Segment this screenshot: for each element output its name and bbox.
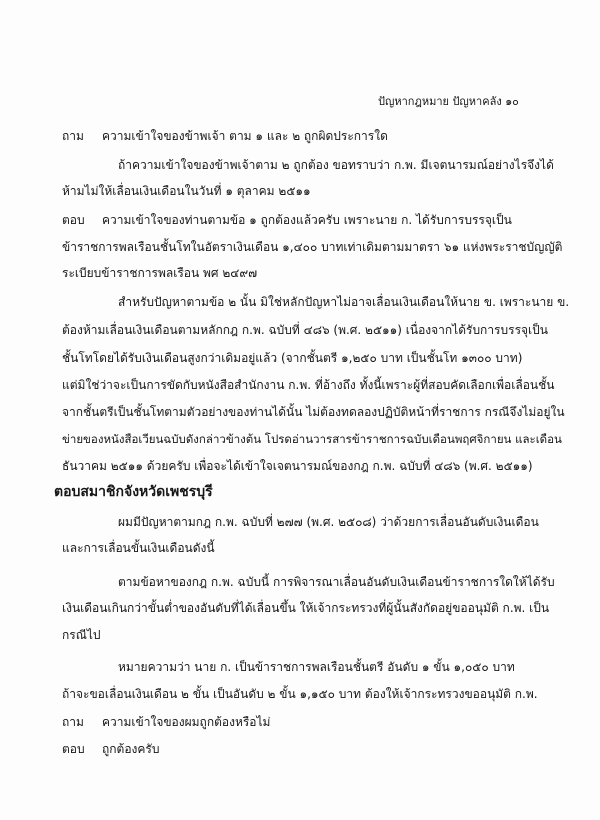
question-text: ความเข้าใจของผมถูกต้องหรือไม่ [102,715,271,729]
answer-text: ถูกต้องครับ [102,742,160,756]
question-label: ถาม [62,715,84,729]
question-label: ถาม [62,129,84,143]
paragraph-line: ระเบียบข้าราชการพลเรือน พศ ๒๔๙๗ [62,266,258,280]
paragraph-line: สำหรับปัญหาตามข้อ ๒ นั้น มิใช่หลักปัญหาไม่อาจเลื่อนเงินเดือนให้นาย ข. เพราะนาย ข. [118,295,570,309]
answer-text: ความเข้าใจของท่านตามข้อ ๑ ถูกต้องแล้วครับ เพราะนาย ก. ได้รับการบรรจุเป็น [102,213,512,227]
running-head: ปัญหากฎหมาย ปัญหาคลัง ๑๐ [378,95,519,108]
paragraph-line: ธันวาคม ๒๕๑๑ ด้วยครับ เพื่อจะได้เข้าใจเจตนารมณ์ของกฎ ก.พ. ฉบับที่ ๔๘๖ (พ.ศ. ๒๕๑๑) [62,459,533,473]
question-line [62,128,388,144]
paragraph-line: และการเลื่อนขั้นเงินเดือนดังนี้ [62,541,215,555]
question-line [62,714,270,730]
paragraph-line: ข้าราชการพลเรือนชั้นโทในอัตราเงินเดือน ๑,๔๐๐ บาทเท่าเดิมตามมาตรา ๖๑ แห่งพระราชบัญญัติ [62,240,563,254]
paragraph-line: หมายความว่า นาย ก. เป็นข้าราชการพลเรือนชั้นตรี อันดับ ๑ ขั้น ๑,๐๕๐ บาท [118,660,515,674]
question-text: ความเข้าใจของข้าพเจ้า ตาม ๑ และ ๒ ถูกผิดประการใด [102,129,388,143]
paragraph-line: ผมมีปัญหาตามกฎ ก.พ. ฉบับที่ ๒๗๗ (พ.ศ. ๒๕๐๘) ว่าด้วยการเลื่อนอันดับเงินเดือน [118,515,539,529]
answer-line [62,212,512,228]
paragraph-line: เงินเดือนเกินกว่าขั้นต่ำของอันดับที่ได้เลื่อนขึ้น ให้เจ้ากระทรวงที่ผู้นั้นสังกัดอยู่ขออนุมัติ ก.พ. เป็น [62,601,550,615]
paragraph-line: ตามข้อหาของกฎ ก.พ. ฉบับนี้ การพิจารณาเลื่อนอันดับเงินเดือนข้าราชการใดให้ได้รับ [118,575,555,589]
paragraph-line: ต้องห้ามเลื่อนเงินเดือนตามหลักกฎ ก.พ. ฉบับที่ ๔๘๖ (พ.ศ. ๒๕๑๑) เนื่องจากได้รับการบรรจุเป็น [62,323,548,337]
paragraph-line: ชั้นโทโดยได้รับเงินเดือนสูงกว่าเดิมอยู่แล้ว (จากชั้นตรี ๑,๒๕๐ บาท เป็นชั้นโท ๑๓๐๐ บาท) [62,351,523,365]
answer-line [62,741,159,757]
paragraph-line: กรณีไป [62,628,101,642]
answer-label: ตอบ [62,742,85,756]
section-heading: ตอบสมาชิกจังหวัดเพชรบุรี [54,484,213,500]
paragraph-line: ข่ายของหนังสือเวียนฉบับดังกล่าวข้างต้น โปรดอ่านวารสารข้าราชการฉบับเดือนพฤศจิกายน และเดือน [62,432,562,446]
paragraph-line: จากชั้นตรีเป็นชั้นโทตามตัวอย่างของท่านได้นั้น ไม่ต้องทดลองปฏิบัติหน้าที่ราชการ กรณีจึงไม่อยู่ใน [62,405,565,419]
answer-label: ตอบ [62,213,85,227]
paragraph-line: ห้ามไม่ให้เลื่อนเงินเดือนในวันที่ ๑ ตุลาคม ๒๕๑๑ [62,184,311,198]
paragraph-line: แต่มิใช่ว่าจะเป็นการขัดกับหนังสือสำนักงาน ก.พ. ที่อ้างถึง ทั้งนี้เพราะผู้ที่สอบคัดเลือกเพื่อเลื่อนชั้น [62,378,555,392]
paragraph-line: ถ้าจะขอเลื่อนเงินเดือน ๒ ขั้น เป็นอันดับ ๒ ขั้น ๑,๑๕๐ บาท ต้องให้เจ้ากระทรวงขออนุมัติ ก.พ. [62,687,538,701]
paragraph-line: ถ้าความเข้าใจของข้าพเจ้าตาม ๒ ถูกต้อง ขอทราบว่า ก.พ. มีเจตนารมณ์อย่างไรจึงได้ [118,158,554,172]
